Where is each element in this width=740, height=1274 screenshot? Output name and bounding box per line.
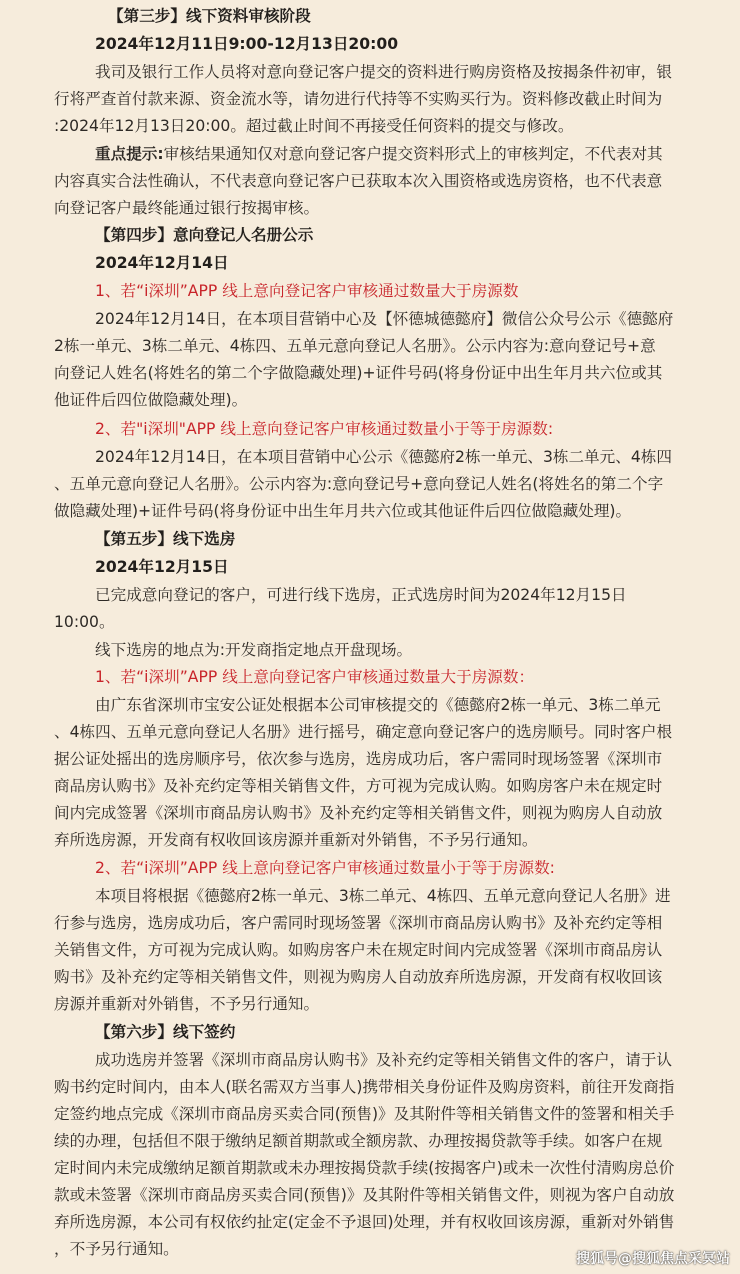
section3-heading: 【第三步】线下资料审核阶段 — [108, 7, 311, 25]
section6-line: 弃所选房源，本公司有权依约扯定(定金不予退回)处理，并有权收回该房源，重新对外销售 — [54, 1213, 675, 1231]
section5-intro-line: 10:00。 — [54, 613, 115, 631]
section6-heading: 【第六步】线下签约 — [95, 1023, 236, 1041]
section6-line: 定签约地点完成《深圳市商品房买卖合同(预售)》及其附件等相关销售文件的签署和相关手 — [54, 1105, 675, 1123]
section5-case1-line: 由广东省深圳市宝安公证处根据本公司审核提交的《德懿府2栋一单元、3栋二单元 — [95, 696, 661, 714]
section5-case2-line: 关销售文件，方可视为完成认购。如购房客户未在规定时间内完成签署《深圳市商品房认 — [54, 941, 663, 959]
note-text: 审核结果通知仅对意向登记客户提交资料形式上的审核判定，不代表对其 — [163, 145, 663, 163]
section4-case1-title: 1、若“i深圳”APP 线上意向登记客户审核通过数量大于房源数 — [95, 282, 519, 300]
section4-case1-line: 2栋一单元、3栋二单元、4栋四、五单元意向登记人名册》。公示内容为:意向登记号+意 — [54, 337, 656, 355]
section5-case1-title: 1、若“i深圳”APP 线上意向登记客户审核通过数量大于房源数： — [95, 668, 535, 686]
section5-date: 2024年12月15日 — [95, 558, 229, 576]
section5-case2-line: 购书》及补充约定等相关销售文件，则视为购房人自动放弃所选房源，开发商有权收回该 — [54, 968, 663, 986]
section3-note-line — [95, 144, 740, 166]
section3-para-line: :2024年12月13日20:00。超过截止时间不再接受任何资料的提交与修改。 — [54, 117, 574, 135]
section6-line: 款或未签署《深圳市商品房买卖合同(预售)》及其附件等相关销售文件，则视为客户自动放 — [54, 1186, 675, 1204]
section5-case1-line: 据公证处摇出的选房顺序号，依次参与选房，选房成功后，客户需同时现场签署《深圳市 — [54, 750, 663, 768]
section6-line: ，不予另行通知。 — [54, 1240, 179, 1258]
section4-case1-line: 向登记人姓名(将姓名的第二个字做隐藏处理)+证件号码(将身份证中出生年月共六位或其 — [54, 364, 663, 382]
section5-case1-line: 间内完成签署《深圳市商品房认购书》及补充约定等相关销售文件，则视为购房人自动放 — [54, 804, 663, 822]
section6-line: 定时间内未完成缴纳足额首期款或未办理按揭贷款手续(按揭客户)或未一次性付清购房总价 — [54, 1159, 675, 1177]
section5-intro-line: 已完成意向登记的客户，可进行线下选房，正式选房时间为2024年12月15日 — [95, 586, 627, 604]
section3-para-line: 我司及银行工作人员将对意向登记客户提交的资料进行购房资格及按揭条件初审，银 — [95, 63, 672, 81]
section4-case1-line: 2024年12月14日，在本项目营销中心及【怀德城德懿府】微信公众号公示《德懿府 — [95, 310, 674, 328]
section5-case1-line: 、4栋四、五单元意向登记人名册》进行摇号，确定意向登记客户的选房顺号。同时客户根 — [54, 723, 673, 741]
section5-case2-line: 本项目将根据《德懿府2栋一单元、3栋二单元、4栋四、五单元意向登记人名册》进 — [95, 887, 671, 905]
section6-line: 购书约定时间内，由本人(联名需双方当事人)携带相关身份证件及购房资料，前往开发商指 — [54, 1078, 675, 1096]
section5-case2-title: 2、若“i深圳”APP 线上意向登记客户审核通过数量小于等于房源数: — [95, 859, 555, 877]
section4-heading: 【第四步】意向登记人名册公示 — [95, 226, 314, 244]
section4-case2-line: 做隐藏处理)+证件号码(将身份证中出生年月共六位或其他证件后四位做隐藏处理)。 — [54, 502, 632, 520]
section4-case2-line: 2024年12月14日，在本项目营销中心公示《德懿府2栋一单元、3栋二单元、4栋四 — [95, 448, 672, 466]
section3-note-line: 向登记客户最终能通过银行按揭审核。 — [54, 199, 320, 217]
section5-heading: 【第五步】线下选房 — [95, 530, 236, 548]
section4-case1-line: 他证件后四位做隐藏处理)。 — [54, 391, 248, 409]
section6-line: 续的办理，包括但不限于缴纳足额首期款或全额房款、办理按揭贷款等手续。如客户在规 — [54, 1132, 663, 1150]
section5-case2-line: 房源并重新对外销售，不予另行通知。 — [54, 995, 320, 1013]
section6-line: 成功选房并签署《深圳市商品房认购书》及补充约定等相关销售文件的客户，请于认 — [95, 1051, 672, 1069]
section5-location: 线下选房的地点为:开发商指定地点开盘现场。 — [95, 641, 413, 659]
section3-date: 2024年12月11日9:00-12月13日20:00 — [95, 35, 399, 53]
note-label: 重点提示: — [95, 145, 164, 163]
section4-date: 2024年12月14日 — [95, 254, 229, 272]
section4-case2-title: 2、若"i深圳"APP 线上意向登记客户审核通过数量小于等于房源数: — [95, 420, 554, 438]
section3-note-line: 内容真实合法性确认，不代表意向登记客户已获取本次入围资格或选房资格，也不代表意 — [54, 172, 663, 190]
section5-case2-line: 行参与选房，选房成功后，客户需同时现场签署《深圳市商品房认购书》及补充约定等相 — [54, 914, 663, 932]
section3-para-line: 行将严查首付款来源、资金流水等，请勿进行代持等不实购买行为。资料修改截止时间为 — [54, 90, 663, 108]
section4-case2-line: 、五单元意向登记人名册》。公示内容为:意向登记号+意向登记人姓名(将姓名的第二个字 — [54, 475, 664, 493]
watermark: 搜狐号@搜狐焦点采冥站 — [576, 1251, 730, 1267]
section5-case1-line: 商品房认购书》及补充约定等相关销售文件，方可视为完成认购。如购房客户未在规定时 — [54, 777, 663, 795]
section5-case1-line: 弃所选房源，开发商有权收回该房源并重新对外销售，不予另行通知。 — [54, 831, 538, 849]
